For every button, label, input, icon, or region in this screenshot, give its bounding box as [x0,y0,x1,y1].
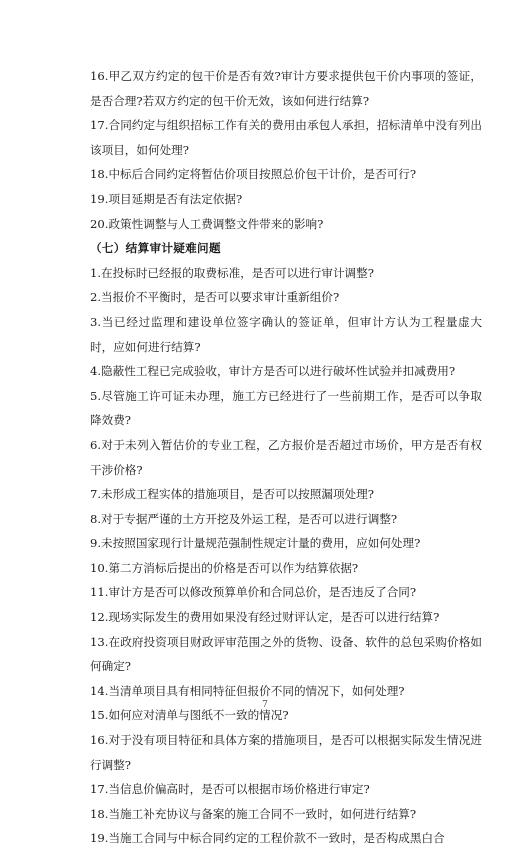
question-20a: 20.政策性调整与人工费调整文件带来的影响? [90,216,324,231]
question-18a: 18.中标后合同约定将暂估价项目按照总价包干计价，是否可行? [90,167,417,182]
question-17a: 17.合同约定与组织招标工作有关的费用由承包人承担，招标清单中没有列出该项目，如何处理? [90,118,482,157]
question-15: 15.如何应对清单与图纸不一致的情况? [90,708,289,723]
page-number: 7 [262,700,268,710]
question-19a: 19.项目延期是否有法定依据? [90,191,243,206]
question-16: 16.对于没有项目特征和具体方案的措施项目，是否可以根据实际发生情况进行调整? [90,733,482,772]
question-19: 19.当施工合同与中标合同约定的工程价款不一致时，是否构成黑白合 [90,831,445,846]
question-3: 3.当已经过监理和建设单位签字确认的签证单，但审计方认为工程量虚大时，应如何进行结算? [90,314,482,354]
document-body [90,64,482,851]
section-heading: （七）结算审计疑难问题 [90,241,221,256]
question-16a: 16.甲乙双方约定的包干价是否有效?审计方要求提供包干价内事项的签证，是否合理?若双方约定的包干价无效，该如何进行结算? [90,69,482,108]
question-6: 6.对于未列入暂估价的专业工程，乙方报价是否超过市场价，甲方是否有权干涉价格? [90,437,482,477]
question-7: 7.未形成工程实体的措施项目，是否可以按照漏项处理? [90,487,374,502]
question-18: 18.当施工补充协议与备案的施工合同不一致时，如何进行结算? [90,806,417,821]
question-5: 5.尽管施工许可证未办理，施工方已经进行了一些前期工作，是否可以争取降效费? [90,388,482,428]
question-8: 8.对于专据严谨的土方开挖及外运工程，是否可以进行调整? [90,511,398,526]
question-11: 11.审计方是否可以修改预算单价和合同总价，是否违反了合同? [90,585,417,600]
question-9: 9.未按照国家现行计量规范强制性规定计量的费用，应如何处理? [90,536,421,551]
question-4: 4.隐蔽性工程已完成验收，审计方是否可以进行破坏性试验并扣减费用? [90,364,456,379]
question-10: 10.第二方消标后提出的价格是否可以作为结算依据? [90,560,359,575]
question-13: 13.在政府投资项目财政评审范围之外的货物、设备、软件的总包采购价格如何确定? [90,634,482,674]
question-12: 12.现场实际发生的费用如果没有经过财评认定，是否可以进行结算? [90,610,440,625]
question-14: 14.当清单项目具有相同特征但报价不同的情况下，如何处理? [90,683,405,698]
question-2: 2.当报价不平衡时，是否可以要求审计重新组价? [90,290,340,305]
question-17: 17.当信息价偏高时，是否可以根据市场价格进行审定? [90,782,370,797]
question-1: 1.在投标时已经报的取费标准，是否可以进行审计调整? [90,265,374,280]
